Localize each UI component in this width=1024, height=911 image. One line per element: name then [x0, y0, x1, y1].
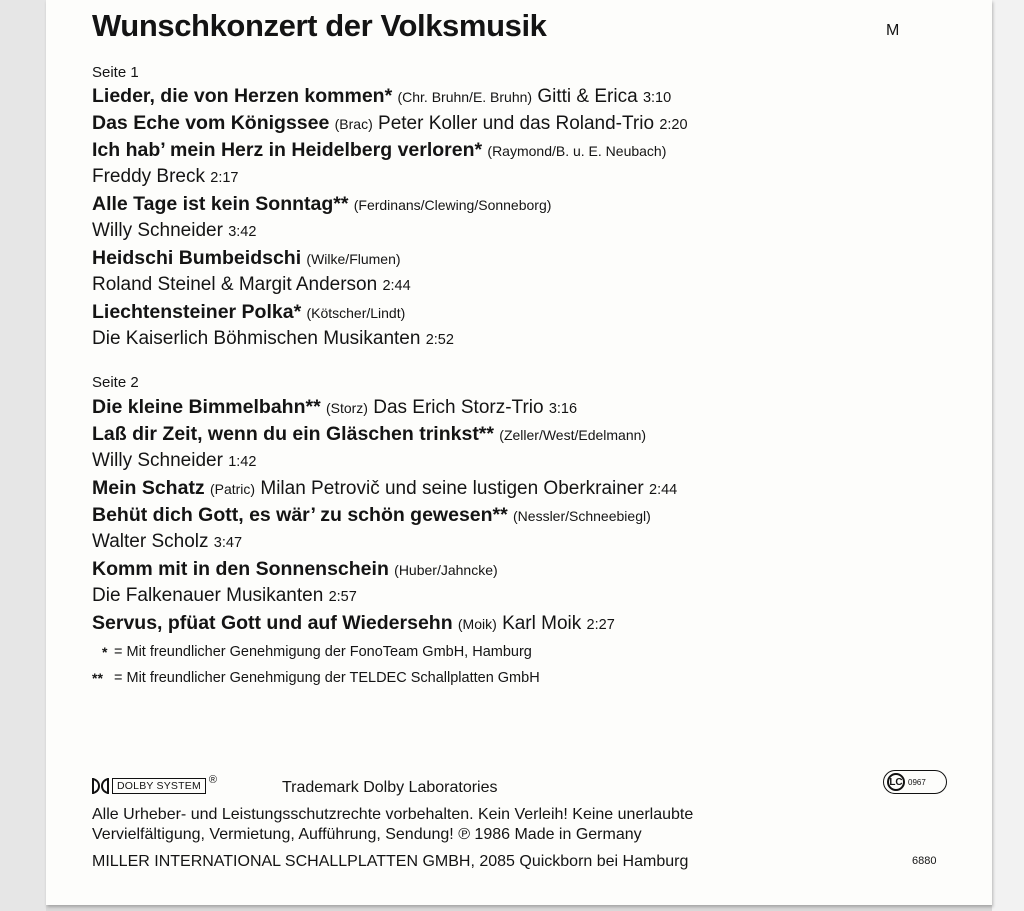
track-composers: (Patric) — [209, 481, 256, 497]
track-title: Laß dir Zeit, wenn du ein Gläschen trinkst** — [92, 423, 494, 445]
track-duration: 2:57 — [328, 589, 357, 605]
track-line-continued — [92, 449, 256, 474]
dolby-trademark-text: Trademark Dolby Laboratories — [282, 779, 498, 796]
track-title: Liechtensteiner Polka* — [92, 301, 302, 323]
track-title: Mein Schatz — [92, 477, 205, 499]
track-line-continued — [92, 530, 242, 555]
track-title: Alle Tage ist kein Sonntag** — [92, 193, 349, 215]
track-composers: (Nessler/Schneebiegl) — [513, 508, 651, 524]
track-duration: 2:17 — [210, 170, 239, 186]
side-1-heading: Seite 1 — [92, 64, 139, 81]
track-line — [92, 246, 401, 271]
track-duration: 2:27 — [586, 617, 615, 633]
track-artist: Das Erich Storz-Trio — [373, 397, 544, 418]
track-artist: Freddy Breck — [92, 166, 205, 187]
side-2-heading: Seite 2 — [92, 374, 139, 391]
catalog-number: 6880 — [912, 855, 937, 867]
track-duration: 3:10 — [642, 90, 672, 106]
track-line-continued — [92, 327, 454, 352]
track-line — [92, 422, 646, 447]
track-composers: (Ferdinans/Clewing/Sonneborg) — [353, 197, 552, 213]
track-title: Ich hab’ mein Herz in Heidelberg verloren* — [92, 139, 483, 161]
track-title: Servus, pfüat Gott und auf Wiedersehn — [92, 612, 453, 634]
footnote-double-text: = Mit freundlicher Genehmigung der TELDEC Schallplatten GmbH — [114, 670, 540, 686]
track-line-continued — [92, 165, 239, 190]
track-composers: (Moik) — [457, 616, 497, 632]
track-duration: 3:42 — [228, 224, 257, 240]
track-artist: Gitti & Erica — [537, 86, 638, 107]
track-duration: 3:47 — [213, 535, 243, 551]
track-line — [92, 395, 577, 421]
footnote-single-text: = Mit freundlicher Genehmigung der FonoTeam GmbH, Hamburg — [114, 644, 532, 660]
track-line-continued — [92, 219, 256, 244]
track-title: Die kleine Bimmelbahn** — [92, 396, 321, 418]
rights-line-1: Alle Urheber- und Leistungsschutzrechte vorbehalten. Kein Verleih! Keine unerlaubte — [92, 806, 694, 823]
track-line — [92, 611, 615, 637]
track-artist: Die Kaiserlich Böhmischen Musikanten — [92, 328, 421, 349]
track-line — [92, 192, 551, 217]
track-line — [92, 557, 498, 582]
track-artist: Milan Petrovič und seine lustigen Oberkrainer — [260, 478, 644, 499]
scan-right-margin — [992, 0, 1024, 911]
track-line-continued — [92, 584, 357, 609]
track-line — [92, 138, 666, 163]
track-duration: 2:44 — [649, 482, 678, 498]
rights-line-2: Vervielfältigung, Vermietung, Aufführung, Sendung! ℗ 1986 Made in Germany — [92, 826, 642, 843]
track-line — [92, 84, 671, 110]
track-line — [92, 111, 688, 137]
footnote-double-symbol: ** — [92, 670, 103, 686]
track-duration: 1:42 — [228, 454, 257, 470]
track-title: Das Eche vom Königssee — [92, 112, 330, 134]
track-artist: Walter Scholz — [92, 531, 209, 552]
track-composers: (Wilke/Flumen) — [306, 251, 401, 267]
track-duration: 2:52 — [425, 332, 454, 348]
corner-mark: M — [886, 22, 900, 39]
track-artist: Willy Schneider — [92, 450, 223, 471]
registered-mark: ® — [208, 774, 218, 786]
publisher-line: MILLER INTERNATIONAL SCHALLPLATTEN GMBH, 2085 Quickborn bei Hamburg — [92, 853, 689, 870]
label-code-number: 0967 — [908, 777, 926, 787]
track-line-continued — [92, 273, 411, 298]
track-duration: 2:20 — [659, 117, 688, 133]
track-title: Heidschi Bumbeidschi — [92, 247, 302, 269]
track-artist: Roland Steinel & Margit Anderson — [92, 274, 378, 295]
track-composers: (Chr. Bruhn/E. Bruhn) — [397, 89, 533, 105]
track-artist: Die Falkenauer Musikanten — [92, 585, 324, 606]
inlay-card — [46, 0, 992, 905]
track-composers: (Zeller/West/Edelmann) — [499, 427, 647, 443]
track-title: Behüt dich Gott, es wär’ zu schön gewesen** — [92, 504, 508, 526]
track-composers: (Kötscher/Lindt) — [306, 305, 406, 321]
album-title: Wunschkonzert der Volksmusik — [92, 8, 547, 43]
track-line — [92, 476, 677, 502]
track-duration: 2:44 — [382, 278, 411, 294]
track-duration: 3:16 — [548, 401, 578, 417]
track-artist: Willy Schneider — [92, 220, 223, 241]
footnote-single-symbol: * — [102, 644, 108, 660]
track-composers: (Raymond/B. u. E. Neubach) — [487, 143, 667, 159]
track-line — [92, 503, 651, 528]
dolby-double-d-icon — [92, 778, 109, 794]
dolby-system-label: DOLBY SYSTEM — [112, 778, 206, 794]
label-code-badge — [883, 770, 947, 794]
track-artist: Peter Koller und das Roland-Trio — [378, 113, 655, 134]
lc-icon: LC — [887, 773, 905, 791]
track-title: Lieder, die von Herzen kommen* — [92, 85, 393, 107]
track-line — [92, 300, 405, 325]
track-artist: Karl Moik — [502, 613, 582, 634]
track-title: Komm mit in den Sonnenschein — [92, 558, 389, 580]
dolby-logo — [92, 776, 217, 796]
track-composers: (Brac) — [334, 116, 373, 132]
track-composers: (Huber/Jahncke) — [394, 562, 498, 578]
track-composers: (Storz) — [325, 400, 368, 416]
scan-left-margin — [0, 0, 46, 911]
